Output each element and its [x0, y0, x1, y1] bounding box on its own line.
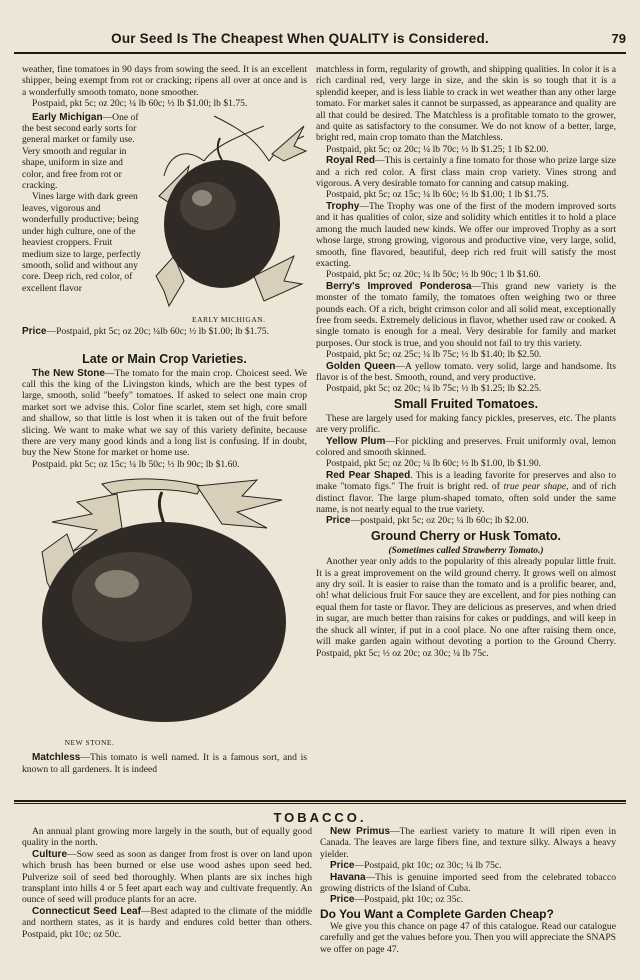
new-primus-text	[320, 826, 616, 860]
matchless-continued: matchless in form, regularity of growth, and shipping qualities. In color it is a rich cardinal red, very large in size, and the skin is so tough that it is a splendid keeper, and is less liable to crack in wet weather than any other large tomato. For market sales it cannot be surpassed, as appearance and quality are all that could be desired. The Matchless is a profitable tomato to the grower, and quite as satisfactory to the consumer. We do not know of a better, large, bright red, main crop tomato than the Matchless.	[316, 64, 616, 144]
page-header	[14, 30, 626, 54]
red-pear-text	[316, 470, 616, 516]
trophy-price: Postpaid, pkt 5c; oz 20c; ¼ lb 50c; ½ lb 90c; 1 lb $1.60.	[326, 269, 541, 281]
header-title: Our Seed Is The Cheapest When QUALITY is Considered.	[111, 31, 489, 46]
page-number: 79	[611, 31, 626, 46]
golden-queen-desc: —A yellow tomato. very solid, large and handsome. Its flavor is of the best. Smooth, round, and very productive.	[316, 360, 617, 383]
late-crop-heading: Late or Main Crop Varieties.	[82, 351, 247, 366]
early-michigan-name: Early Michigan	[32, 111, 103, 123]
havana-text	[320, 872, 616, 895]
royal-red-text	[316, 155, 616, 189]
intro-price: Postpaid, pkt 5c; oz 20c; ¼ lb 60c; ½ lb $1.00; lb $1.75.	[32, 98, 248, 110]
matchless-name: Matchless	[32, 752, 81, 764]
connecticut-price: Postpaid, pkt 10c; oz 50c.	[22, 928, 122, 940]
red-pear-price-text: —postpaid, pkt 5c; oz 20c; ¼ lb 60c; lb $2.00.	[350, 515, 529, 527]
red-pear-desc-b: , and of rich distinct flavor. The large plum-shaped tomato, often sold under the same name, is not nearly equal to the true variety.	[316, 481, 616, 516]
early-michigan-price	[22, 326, 307, 337]
tobacco-left-column	[22, 826, 312, 940]
ground-cherry-price: Postpaid, pkt 5c; ½ oz 20c; oz 30c; ¼ lb 75c.	[316, 647, 489, 659]
new-primus-price-label: Price	[330, 860, 355, 872]
early-michigan-desc-2: Vines large with dark green leaves, vigorous and wonderfully productive; being under high culture, one of the heaviest croppers. Fruit medium size to large, perfectly smooth, solid and without any core. Deep rich, red color, of excellent flavor	[22, 191, 141, 294]
ground-cherry-desc: Another year only adds to the popularity of this already popular little fruit. It is a great improvement on the wild ground cherry. It grows well on almost any dry soil. It is easier to raise than the tomato and is a prolific bearer, and, oh! what delicious fruit For sauce they are excellent, and for pies nothing can equal them for taste or flavor. They are delicious as preserves, and when dried in sugar, are much better than raisins for cakes or puddings, and will keep in the shuck all winter, if put in a cool place. No one after raising them once, will make garden again without devoting a portion to the Ground Cherry.	[316, 556, 616, 648]
golden-queen-name: Golden Queen	[326, 360, 396, 372]
small-fruited-intro: These are largely used for making fancy pickles, preserves, etc. The plants are very prolific.	[316, 412, 616, 436]
red-pear-price-label: Price	[326, 515, 351, 527]
small-fruited-heading: Small Fruited Tomatoes.	[393, 396, 539, 411]
connecticut-text	[22, 906, 312, 940]
culture-desc: —Sow seed as soon as danger from frost is over on land upon which brush has been burned or else use wood ashes upon seed bed. Pulverize soil of seed bed thoroughly. When plants are six inches high transplant into hills 4 or 5 feet apart each way and cultivate frequently. An ounce of seed will produce plants for an acre.	[22, 848, 312, 906]
golden-queen-text	[316, 361, 616, 384]
red-pear-desc-italic: true pear shape	[503, 481, 567, 493]
connecticut-name: Connecticut Seed Leaf	[32, 905, 141, 917]
intro-text: weather, fine tomatoes in 90 days from sowing the seed. It is an excellent shipper, being exempt from rot or cracking; ripens all over at once and is a wonderfully smooth tomato, none smoother.	[22, 64, 307, 98]
ground-cherry-subheading: (Sometimes called Strawberry Tomato.)	[388, 544, 544, 556]
new-stone-tomato-illustration	[22, 472, 307, 737]
trophy-name: Trophy	[326, 200, 360, 212]
early-michigan-block	[22, 112, 307, 350]
ground-cherry-heading: Ground Cherry or Husk Tomato.	[370, 528, 562, 543]
left-column	[22, 64, 307, 775]
royal-red-price: Postpaid, pkt 5c; oz 15c; ¼ lb 60c; ½ lb $1.00; 1 lb $1.75.	[326, 189, 549, 201]
early-michigan-text	[22, 112, 142, 295]
garden-offer-text: We give you this chance on page 47 of this catalogue. Read our catalogue carefully and get the values before you. Then you will appreciate the SNAPS we offer on page 47.	[320, 920, 616, 955]
new-stone-text	[22, 368, 307, 459]
tobacco-heading: TOBACCO.	[273, 810, 367, 825]
havana-name: Havana	[330, 871, 366, 883]
section-divider-thin	[14, 803, 626, 804]
yellow-plum-text	[316, 436, 616, 459]
red-pear-price	[316, 515, 616, 526]
royal-red-name: Royal Red	[326, 155, 376, 167]
havana-price-text: —Postpaid, pkt 10c; oz 35c.	[354, 894, 464, 906]
new-primus-name: New Primus	[330, 826, 391, 837]
tobacco-right-column	[320, 826, 616, 955]
havana-price	[320, 894, 616, 905]
yellow-plum-price: Postpaid, pkt 5c; oz 20c; ¼ lb 60c; ½ lb $1.00, lb $1.90.	[326, 458, 542, 470]
red-pear-desc-a: . This is a leading favorite for preserves and also to make "tomato figs." The fruit is bright red. of	[316, 469, 616, 493]
matchless-text	[22, 752, 307, 775]
matchless-desc: —This tomato is well named. It is a famous sort, and is known to all gardeners. It is indeed	[22, 752, 307, 775]
havana-desc: —This is genuine imported seed from the celebrated tobacco growing districts of the Island of Cuba.	[320, 871, 616, 895]
new-primus-price-text: —Postpaid, pkt 10c; oz 30c; ¼ lb 75c.	[354, 860, 502, 872]
new-stone-name: The New Stone	[32, 367, 105, 379]
golden-queen-price: Postpaid, pkt 5c; oz 20c; ¼ lb 75c; ½ lb $1.25; lb $2.25.	[326, 383, 542, 395]
garden-offer-heading: Do You Want a Complete Garden Cheap?	[320, 906, 554, 921]
section-divider	[14, 800, 626, 802]
new-stone-caption: NEW STONE.	[64, 737, 115, 747]
yellow-plum-name: Yellow Plum	[326, 435, 386, 447]
trophy-text	[316, 201, 616, 269]
ponderosa-desc: —This grand new variety is the monster of the tomato family, the tomatoes often weighing two or three pounds each. Of a rich, bright crimson color and all solid meat, exceptionally free from seeds. Extremely delicious in flavor, whether used raw or cooked. A single tomato is enough for a meal. Very desirable for family and market purposes. Our stock is true, and you should not fail to try this variety.	[316, 280, 616, 349]
yellow-plum-desc: —For pickling and preserves. Fruit uniformly oval, lemon colored and smooth skinned.	[316, 435, 616, 458]
early-michigan-price-text: —Postpaid, pkt 5c; oz 20c; ¼lb 60c; ½ lb $1.00; lb $1.75.	[46, 325, 269, 337]
new-primus-price	[320, 860, 616, 871]
right-column	[316, 64, 616, 659]
connecticut-desc: —Best adapted to the climate of the middle and northern states, as it is hardy and endures cold better than others.	[22, 905, 312, 929]
early-michigan-desc: —One of the best second early sorts for general market or family use. Very smooth and regular in shape, uniform in size and color, and free from rot or cracking.	[22, 111, 139, 192]
new-primus-desc: —The earliest variety to mature It will ripen even in Canada. The leaves are large fibers fine, and texture silky. Always a heavy yielder.	[320, 826, 616, 860]
culture-text	[22, 849, 312, 906]
culture-name: Culture	[32, 848, 67, 860]
tobacco-intro: An annual plant growing more largely in the south, but of equally good quality in the north.	[22, 826, 312, 849]
havana-price-label: Price	[330, 894, 355, 906]
red-pear-name: Red Pear Shaped	[326, 469, 411, 481]
matchless-price: Postpaid, pkt 5c; oz 20c; ¼ lb 70c; ½ lb $1.25; 1 lb $2.00.	[326, 143, 549, 155]
ponderosa-name: Berry's Improved Ponderosa	[326, 280, 472, 292]
trophy-desc: —The Trophy was one of the first of the modern improved sorts and it has qualities of color, size and solidity which entitles it to hold a place among the much lauded new kinds. We offer our improved Trophy as a sort whose large, strong growing, vigorous and productive vine, very large, solid, smooth, fine flavored, beautiful, deep rich red fruit will satisfy the most exacting.	[316, 200, 616, 269]
new-stone-price: Postpaid. pkt 5c; oz 15c; ¼ lb 50c; ½ lb 90c; lb $1.60.	[32, 458, 240, 470]
early-michigan-price-label: Price	[22, 325, 47, 337]
early-michigan-caption: EARLY MICHIGAN.	[192, 314, 266, 324]
royal-red-desc: —This is certainly a fine tomato for those who prize large size and a rich red color. A first class main crop variety. Vines strong and vigorous. A very desirable tomato for canning and catsup making.	[316, 155, 617, 190]
ponderosa-text	[316, 281, 616, 349]
ground-cherry-text	[316, 556, 616, 659]
new-stone-desc: —The tomato for the main crop. Choicest seed. We call this the king of the Livingston kinds, which are the best types of large, smooth, solid "beefy" tomatoes. If asked to select one main crop market sort we advise this. Color fine scarlet, stem set high, core small and shallow, so that little is lost when it is taken out of the fruit before slicing. We want to make what we say of this variety definite, because there are very many good kinds and a long list is confusing. If in doubt, buy the New Stone for market or home use.	[22, 367, 307, 459]
ponderosa-price: Postpaid, pkt 5c; oz 25c; ¼ lb 75c; ½ lb $1.40; lb $2.50.	[326, 349, 542, 361]
